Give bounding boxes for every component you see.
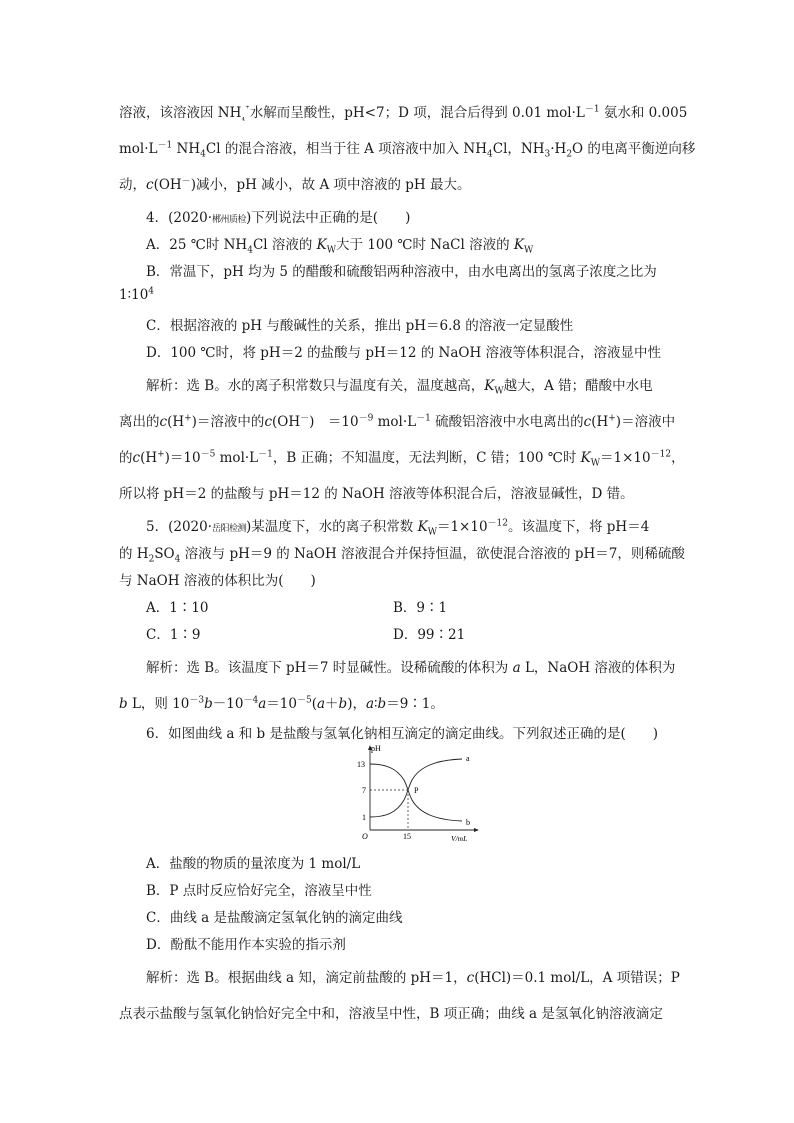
point-p-label: P [414, 786, 419, 795]
q4-option-b-cont: $1∶10^4$ [119, 286, 155, 303]
q5-option-d: D．99∶21 [393, 627, 466, 643]
q4-option-d: D．100 ℃时，将 pH＝2 的盐酸与 pH＝12 的 NaOH 溶液等体积混合，溶液显中性 [146, 345, 662, 361]
titration-curve-figure [352, 742, 482, 842]
q4-answer-3: 的$c(H^+)=10^{-5}$ $mol\cdot L^{-1}$，B 正确；不知温度，无法判断，C 错；100 ℃时 $K_W=1\times 10^{-12}$， [119, 449, 685, 469]
x-axis-arrow [474, 828, 479, 832]
q5-option-b: B．9∶1 [393, 600, 448, 616]
tick-15: 15 [403, 832, 411, 841]
q6-option-c: C．曲线 a 是盐酸滴定氢氧化钠的滴定曲线 [146, 910, 403, 926]
text-line-3: 动，c(OH－)减小，pH 减小，故 A 项中溶液的 pH 最大。 [119, 176, 471, 193]
tick-13: 13 [357, 760, 365, 769]
q5-stem-3: 与 NaOH 溶液的体积比为( ) [119, 573, 316, 589]
q6-answer-1: 解析：选 B。根据曲线 a 知，滴定前盐酸的 pH＝1，c(HCl)＝0.1 mol/L，A 项错误；P [146, 970, 680, 986]
q6-stem: 6．如图曲线 a 和 b 是盐酸与氢氧化钠相互滴定的滴定曲线。下列叙述正确的是( ) [146, 726, 658, 742]
q6-option-b: B．P 点时反应恰好完全，溶液呈中性 [146, 883, 372, 899]
q4-option-b: B．常温下，pH 均为 5 的醋酸和硫酸铝两种溶液中，由水电离出的氢离子浓度之比为 [146, 264, 657, 280]
q4-option-c: C．根据溶液的 pH 与酸碱性的关系，推出 pH＝6.8 的溶液一定显酸性 [146, 318, 574, 334]
x-axis-label: V/mL [451, 834, 468, 842]
q4-answer-4: 所以将 pH＝2 的盐酸与 pH＝12 的 NaOH 溶液等体积混合后，溶液显碱性，D 错。 [119, 486, 634, 502]
q5-option-c: C．1∶9 [146, 627, 201, 643]
text-line-1: 溶液，该溶液因 $NH_{_4}^{^+}$水解而呈酸性，pH<7；D 项，混合后得到 0.01 $mol\cdot L^{-1}$ 氨水和 0.005 [119, 104, 688, 124]
y-axis-label: pH [371, 744, 381, 753]
origin-label: O [362, 832, 368, 841]
q5-answer-2: b L，则 $10^{-3}b-10^{-4}a=10^{-5}(a+b)$，a∶b＝9∶1。 [119, 695, 444, 712]
tick-1: 1 [362, 813, 366, 822]
q6-option-d: D．酚酞不能用作本实验的指示剂 [146, 937, 346, 953]
q5-answer-1: 解析：选 B。该温度下 pH＝7 时显碱性。设稀硫酸的体积为 a L，NaOH 溶液的体积为 [146, 660, 676, 676]
q5-stem-1: 5．(2020·岳阳检测)某温度下，水的离子积常数 $K_W=1\times 10^{-12}$。该温度下，将 pH＝4 [146, 518, 650, 538]
curve-b-label: b [466, 818, 470, 827]
q4-answer-2: 离出的c(H+)＝溶液中的c(OH－) $=10^{-9}$ $mol\cdot L^{-1}$ 硫酸铝溶液中水电离出的c(H+)＝溶液中 [119, 413, 676, 430]
q4-option-a: A．25 ℃时 $NH_4Cl$ 溶液的 $K_W$大于 100 ℃时 NaCl 溶液的 $K_W$ [146, 237, 534, 256]
curve-a-label: a [466, 754, 470, 763]
q6-option-a: A．盐酸的物质的量浓度为 1 mol/L [146, 856, 361, 872]
q4-stem: 4．(2020·郴州质检)下列说法中正确的是( ) [146, 210, 411, 226]
q5-stem-2: 的 $H_2SO_4$ 溶液与 pH＝9 的 NaOH 溶液混合并保持恒温，欲使混合溶液的 pH＝7，则稀硫酸 [119, 546, 685, 565]
q5-option-a: A．1∶10 [146, 600, 209, 616]
q4-answer-1: 解析：选 B。水的离子积常数只与温度有关，温度越高，$K_W$越大，A 错；醋酸中水电 [146, 378, 653, 397]
tick-7: 7 [362, 786, 366, 795]
text-line-2: $mol\cdot L^{-1}$ $NH_4Cl$ 的混合溶液，相当于往 A 项溶液中加入 $NH_4Cl$，$NH_3\cdot H_2O$ 的电离平衡逆向移 [119, 140, 696, 160]
q6-answer-2: 点表示盐酸与氢氧化钠恰好完全中和，溶液呈中性，B 项正确；曲线 a 是氢氧化钠溶液滴定 [119, 1006, 663, 1022]
